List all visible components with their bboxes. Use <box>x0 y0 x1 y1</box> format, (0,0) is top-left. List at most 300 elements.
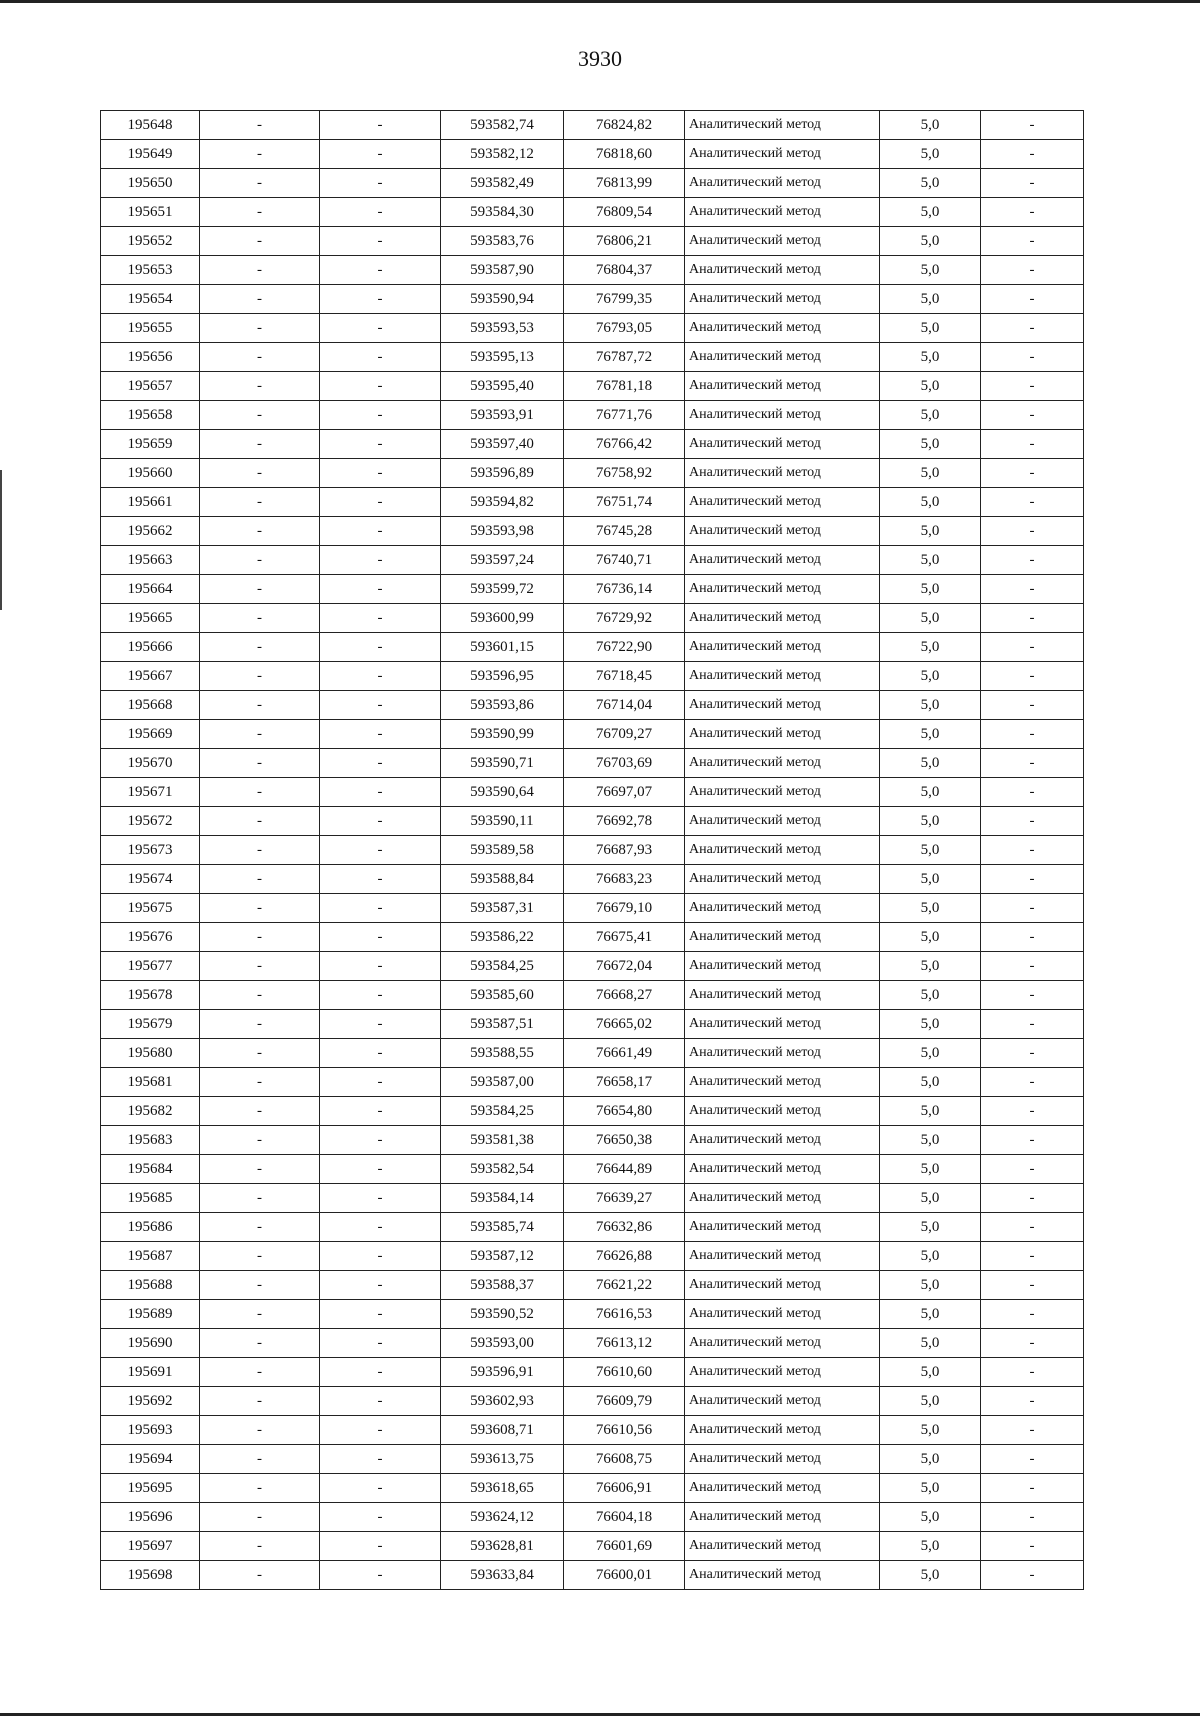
precision-cell: 5,0 <box>880 1184 981 1213</box>
dash-cell: - <box>981 227 1084 256</box>
x-coordinate-cell: 593588,55 <box>441 1039 564 1068</box>
method-cell: Аналитический метод <box>685 1010 880 1039</box>
y-coordinate-cell: 76639,27 <box>564 1184 685 1213</box>
y-coordinate-cell: 76813,99 <box>564 169 685 198</box>
y-coordinate-cell: 76781,18 <box>564 372 685 401</box>
dash-cell: - <box>200 1271 320 1300</box>
table-row <box>101 604 1084 633</box>
dash-cell: - <box>320 865 441 894</box>
precision-cell: 5,0 <box>880 1300 981 1329</box>
method-cell: Аналитический метод <box>685 343 880 372</box>
dash-cell: - <box>320 778 441 807</box>
table-row <box>101 1010 1084 1039</box>
point-id-cell: 195655 <box>101 314 200 343</box>
x-coordinate-cell: 593584,25 <box>441 1097 564 1126</box>
dash-cell: - <box>200 807 320 836</box>
precision-cell: 5,0 <box>880 169 981 198</box>
point-id-cell: 195698 <box>101 1561 200 1590</box>
table-row <box>101 662 1084 691</box>
y-coordinate-cell: 76787,72 <box>564 343 685 372</box>
table-row <box>101 1271 1084 1300</box>
y-coordinate-cell: 76665,02 <box>564 1010 685 1039</box>
dash-cell: - <box>981 1126 1084 1155</box>
y-coordinate-cell: 76714,04 <box>564 691 685 720</box>
y-coordinate-cell: 76809,54 <box>564 198 685 227</box>
precision-cell: 5,0 <box>880 198 981 227</box>
x-coordinate-cell: 593608,71 <box>441 1416 564 1445</box>
precision-cell: 5,0 <box>880 691 981 720</box>
y-coordinate-cell: 76621,22 <box>564 1271 685 1300</box>
precision-cell: 5,0 <box>880 401 981 430</box>
method-cell: Аналитический метод <box>685 952 880 981</box>
dash-cell: - <box>320 1271 441 1300</box>
method-cell: Аналитический метод <box>685 517 880 546</box>
table-row <box>101 1532 1084 1561</box>
method-cell: Аналитический метод <box>685 459 880 488</box>
table-row <box>101 894 1084 923</box>
x-coordinate-cell: 593590,64 <box>441 778 564 807</box>
dash-cell: - <box>320 1126 441 1155</box>
dash-cell: - <box>981 807 1084 836</box>
y-coordinate-cell: 76729,92 <box>564 604 685 633</box>
method-cell: Аналитический метод <box>685 1039 880 1068</box>
point-id-cell: 195650 <box>101 169 200 198</box>
method-cell: Аналитический метод <box>685 1242 880 1271</box>
method-cell: Аналитический метод <box>685 198 880 227</box>
table-row <box>101 1068 1084 1097</box>
dash-cell: - <box>981 198 1084 227</box>
table-row <box>101 488 1084 517</box>
method-cell: Аналитический метод <box>685 227 880 256</box>
table-row <box>101 691 1084 720</box>
dash-cell: - <box>981 865 1084 894</box>
table-row <box>101 836 1084 865</box>
dash-cell: - <box>200 952 320 981</box>
table-row <box>101 1155 1084 1184</box>
precision-cell: 5,0 <box>880 256 981 285</box>
precision-cell: 5,0 <box>880 314 981 343</box>
table-row <box>101 1213 1084 1242</box>
method-cell: Аналитический метод <box>685 430 880 459</box>
dash-cell: - <box>320 1039 441 1068</box>
method-cell: Аналитический метод <box>685 749 880 778</box>
dash-cell: - <box>320 198 441 227</box>
x-coordinate-cell: 593613,75 <box>441 1445 564 1474</box>
dash-cell: - <box>981 1474 1084 1503</box>
precision-cell: 5,0 <box>880 923 981 952</box>
dash-cell: - <box>200 343 320 372</box>
dash-cell: - <box>320 546 441 575</box>
dash-cell: - <box>200 372 320 401</box>
point-id-cell: 195656 <box>101 343 200 372</box>
dash-cell: - <box>981 1271 1084 1300</box>
precision-cell: 5,0 <box>880 1097 981 1126</box>
method-cell: Аналитический метод <box>685 1300 880 1329</box>
precision-cell: 5,0 <box>880 111 981 140</box>
table-row <box>101 807 1084 836</box>
table-row <box>101 111 1084 140</box>
table-row <box>101 285 1084 314</box>
dash-cell: - <box>981 923 1084 952</box>
precision-cell: 5,0 <box>880 807 981 836</box>
dash-cell: - <box>981 836 1084 865</box>
table-row <box>101 1126 1084 1155</box>
dash-cell: - <box>200 865 320 894</box>
point-id-cell: 195654 <box>101 285 200 314</box>
point-id-cell: 195684 <box>101 1155 200 1184</box>
dash-cell: - <box>320 720 441 749</box>
table-row <box>101 1184 1084 1213</box>
x-coordinate-cell: 593599,72 <box>441 575 564 604</box>
precision-cell: 5,0 <box>880 778 981 807</box>
precision-cell: 5,0 <box>880 1213 981 1242</box>
dash-cell: - <box>981 1242 1084 1271</box>
dash-cell: - <box>981 894 1084 923</box>
table-row <box>101 952 1084 981</box>
x-coordinate-cell: 593585,60 <box>441 981 564 1010</box>
dash-cell: - <box>200 1532 320 1561</box>
dash-cell: - <box>320 633 441 662</box>
dash-cell: - <box>320 1503 441 1532</box>
dash-cell: - <box>981 633 1084 662</box>
point-id-cell: 195664 <box>101 575 200 604</box>
table-row <box>101 169 1084 198</box>
y-coordinate-cell: 76751,74 <box>564 488 685 517</box>
x-coordinate-cell: 593586,22 <box>441 923 564 952</box>
table-row <box>101 517 1084 546</box>
dash-cell: - <box>320 981 441 1010</box>
dash-cell: - <box>320 372 441 401</box>
point-id-cell: 195674 <box>101 865 200 894</box>
y-coordinate-cell: 76610,56 <box>564 1416 685 1445</box>
dash-cell: - <box>320 1300 441 1329</box>
point-id-cell: 195671 <box>101 778 200 807</box>
table-row <box>101 1416 1084 1445</box>
dash-cell: - <box>981 1155 1084 1184</box>
dash-cell: - <box>320 1416 441 1445</box>
precision-cell: 5,0 <box>880 575 981 604</box>
x-coordinate-cell: 593597,24 <box>441 546 564 575</box>
dash-cell: - <box>200 169 320 198</box>
precision-cell: 5,0 <box>880 662 981 691</box>
y-coordinate-cell: 76806,21 <box>564 227 685 256</box>
dash-cell: - <box>320 314 441 343</box>
table-row <box>101 1561 1084 1590</box>
dash-cell: - <box>200 256 320 285</box>
dash-cell: - <box>981 314 1084 343</box>
x-coordinate-cell: 593600,99 <box>441 604 564 633</box>
dash-cell: - <box>320 952 441 981</box>
table-row <box>101 575 1084 604</box>
dash-cell: - <box>200 691 320 720</box>
dash-cell: - <box>981 1213 1084 1242</box>
dash-cell: - <box>200 1184 320 1213</box>
precision-cell: 5,0 <box>880 981 981 1010</box>
dash-cell: - <box>320 691 441 720</box>
dash-cell: - <box>320 1561 441 1590</box>
y-coordinate-cell: 76658,17 <box>564 1068 685 1097</box>
method-cell: Аналитический метод <box>685 923 880 952</box>
y-coordinate-cell: 76661,49 <box>564 1039 685 1068</box>
table-row <box>101 372 1084 401</box>
y-coordinate-cell: 76722,90 <box>564 633 685 662</box>
method-cell: Аналитический метод <box>685 1358 880 1387</box>
dash-cell: - <box>200 1474 320 1503</box>
dash-cell: - <box>320 749 441 778</box>
dash-cell: - <box>200 546 320 575</box>
y-coordinate-cell: 76758,92 <box>564 459 685 488</box>
x-coordinate-cell: 593584,14 <box>441 1184 564 1213</box>
method-cell: Аналитический метод <box>685 140 880 169</box>
dash-cell: - <box>981 1039 1084 1068</box>
dash-cell: - <box>320 1213 441 1242</box>
dash-cell: - <box>981 720 1084 749</box>
method-cell: Аналитический метод <box>685 807 880 836</box>
y-coordinate-cell: 76672,04 <box>564 952 685 981</box>
point-id-cell: 195685 <box>101 1184 200 1213</box>
dash-cell: - <box>200 1416 320 1445</box>
dash-cell: - <box>200 749 320 778</box>
table-row <box>101 720 1084 749</box>
dash-cell: - <box>981 343 1084 372</box>
x-coordinate-cell: 593596,95 <box>441 662 564 691</box>
x-coordinate-cell: 593582,54 <box>441 1155 564 1184</box>
point-id-cell: 195672 <box>101 807 200 836</box>
point-id-cell: 195681 <box>101 1068 200 1097</box>
dash-cell: - <box>320 807 441 836</box>
x-coordinate-cell: 593583,76 <box>441 227 564 256</box>
x-coordinate-cell: 593590,11 <box>441 807 564 836</box>
table-row <box>101 343 1084 372</box>
y-coordinate-cell: 76632,86 <box>564 1213 685 1242</box>
dash-cell: - <box>200 633 320 662</box>
method-cell: Аналитический метод <box>685 1387 880 1416</box>
y-coordinate-cell: 76718,45 <box>564 662 685 691</box>
y-coordinate-cell: 76793,05 <box>564 314 685 343</box>
dash-cell: - <box>320 111 441 140</box>
dash-cell: - <box>320 1097 441 1126</box>
dash-cell: - <box>200 314 320 343</box>
x-coordinate-cell: 593581,38 <box>441 1126 564 1155</box>
method-cell: Аналитический метод <box>685 778 880 807</box>
x-coordinate-cell: 593582,74 <box>441 111 564 140</box>
dash-cell: - <box>981 604 1084 633</box>
dash-cell: - <box>981 459 1084 488</box>
table-row <box>101 1300 1084 1329</box>
x-coordinate-cell: 593596,89 <box>441 459 564 488</box>
precision-cell: 5,0 <box>880 372 981 401</box>
dash-cell: - <box>320 343 441 372</box>
dash-cell: - <box>320 285 441 314</box>
x-coordinate-cell: 593584,30 <box>441 198 564 227</box>
dash-cell: - <box>200 488 320 517</box>
point-id-cell: 195668 <box>101 691 200 720</box>
x-coordinate-cell: 593590,99 <box>441 720 564 749</box>
dash-cell: - <box>981 111 1084 140</box>
dash-cell: - <box>320 923 441 952</box>
point-id-cell: 195666 <box>101 633 200 662</box>
y-coordinate-cell: 76740,71 <box>564 546 685 575</box>
dash-cell: - <box>200 981 320 1010</box>
precision-cell: 5,0 <box>880 227 981 256</box>
x-coordinate-cell: 593597,40 <box>441 430 564 459</box>
table-row <box>101 401 1084 430</box>
dash-cell: - <box>200 1039 320 1068</box>
point-id-cell: 195686 <box>101 1213 200 1242</box>
precision-cell: 5,0 <box>880 1358 981 1387</box>
table-row <box>101 1503 1084 1532</box>
dash-cell: - <box>981 285 1084 314</box>
dash-cell: - <box>981 140 1084 169</box>
dash-cell: - <box>200 1010 320 1039</box>
x-coordinate-cell: 593590,94 <box>441 285 564 314</box>
point-id-cell: 195690 <box>101 1329 200 1358</box>
precision-cell: 5,0 <box>880 1561 981 1590</box>
dash-cell: - <box>200 575 320 604</box>
dash-cell: - <box>320 604 441 633</box>
dash-cell: - <box>200 1387 320 1416</box>
method-cell: Аналитический метод <box>685 1561 880 1590</box>
precision-cell: 5,0 <box>880 1242 981 1271</box>
dash-cell: - <box>200 517 320 546</box>
dash-cell: - <box>200 1329 320 1358</box>
dash-cell: - <box>200 1242 320 1271</box>
precision-cell: 5,0 <box>880 1329 981 1358</box>
method-cell: Аналитический метод <box>685 1155 880 1184</box>
y-coordinate-cell: 76616,53 <box>564 1300 685 1329</box>
point-id-cell: 195679 <box>101 1010 200 1039</box>
point-id-cell: 195677 <box>101 952 200 981</box>
method-cell: Аналитический метод <box>685 1184 880 1213</box>
dash-cell: - <box>320 836 441 865</box>
table-row <box>101 1358 1084 1387</box>
x-coordinate-cell: 593595,40 <box>441 372 564 401</box>
dash-cell: - <box>981 546 1084 575</box>
method-cell: Аналитический метод <box>685 894 880 923</box>
dash-cell: - <box>981 1068 1084 1097</box>
point-id-cell: 195675 <box>101 894 200 923</box>
dash-cell: - <box>981 575 1084 604</box>
dash-cell: - <box>981 256 1084 285</box>
x-coordinate-cell: 593587,00 <box>441 1068 564 1097</box>
y-coordinate-cell: 76687,93 <box>564 836 685 865</box>
point-id-cell: 195667 <box>101 662 200 691</box>
dash-cell: - <box>320 227 441 256</box>
precision-cell: 5,0 <box>880 720 981 749</box>
dash-cell: - <box>320 1155 441 1184</box>
dash-cell: - <box>320 1010 441 1039</box>
dash-cell: - <box>981 952 1084 981</box>
x-coordinate-cell: 593593,53 <box>441 314 564 343</box>
dash-cell: - <box>320 459 441 488</box>
dash-cell: - <box>200 1445 320 1474</box>
dash-cell: - <box>981 1503 1084 1532</box>
dash-cell: - <box>981 1184 1084 1213</box>
dash-cell: - <box>320 1387 441 1416</box>
dash-cell: - <box>320 1068 441 1097</box>
x-coordinate-cell: 593588,84 <box>441 865 564 894</box>
y-coordinate-cell: 76626,88 <box>564 1242 685 1271</box>
method-cell: Аналитический метод <box>685 314 880 343</box>
table-row <box>101 1474 1084 1503</box>
x-coordinate-cell: 593582,49 <box>441 169 564 198</box>
dash-cell: - <box>200 778 320 807</box>
dash-cell: - <box>320 140 441 169</box>
method-cell: Аналитический метод <box>685 604 880 633</box>
dash-cell: - <box>981 662 1084 691</box>
table-row <box>101 778 1084 807</box>
x-coordinate-cell: 593593,98 <box>441 517 564 546</box>
table-row <box>101 314 1084 343</box>
dash-cell: - <box>981 169 1084 198</box>
dash-cell: - <box>200 1561 320 1590</box>
x-coordinate-cell: 593596,91 <box>441 1358 564 1387</box>
point-id-cell: 195678 <box>101 981 200 1010</box>
y-coordinate-cell: 76824,82 <box>564 111 685 140</box>
dash-cell: - <box>200 604 320 633</box>
point-id-cell: 195662 <box>101 517 200 546</box>
method-cell: Аналитический метод <box>685 1068 880 1097</box>
table-row <box>101 1242 1084 1271</box>
method-cell: Аналитический метод <box>685 1271 880 1300</box>
y-coordinate-cell: 76679,10 <box>564 894 685 923</box>
precision-cell: 5,0 <box>880 894 981 923</box>
table-row <box>101 1039 1084 1068</box>
dash-cell: - <box>981 1445 1084 1474</box>
dash-cell: - <box>320 894 441 923</box>
point-id-cell: 195657 <box>101 372 200 401</box>
dash-cell: - <box>200 198 320 227</box>
dash-cell: - <box>200 1358 320 1387</box>
x-coordinate-cell: 593588,37 <box>441 1271 564 1300</box>
dash-cell: - <box>981 981 1084 1010</box>
point-id-cell: 195669 <box>101 720 200 749</box>
dash-cell: - <box>981 372 1084 401</box>
dash-cell: - <box>320 1474 441 1503</box>
y-coordinate-cell: 76609,79 <box>564 1387 685 1416</box>
precision-cell: 5,0 <box>880 517 981 546</box>
point-id-cell: 195696 <box>101 1503 200 1532</box>
dash-cell: - <box>200 285 320 314</box>
y-coordinate-cell: 76600,01 <box>564 1561 685 1590</box>
point-id-cell: 195689 <box>101 1300 200 1329</box>
method-cell: Аналитический метод <box>685 1213 880 1242</box>
dash-cell: - <box>200 1300 320 1329</box>
precision-cell: 5,0 <box>880 604 981 633</box>
table-row <box>101 227 1084 256</box>
method-cell: Аналитический метод <box>685 1329 880 1358</box>
dash-cell: - <box>320 401 441 430</box>
table-row <box>101 198 1084 227</box>
dash-cell: - <box>981 1097 1084 1126</box>
method-cell: Аналитический метод <box>685 1126 880 1155</box>
x-coordinate-cell: 593582,12 <box>441 140 564 169</box>
scan-top-border <box>0 0 1200 3</box>
table-row <box>101 1387 1084 1416</box>
y-coordinate-cell: 76745,28 <box>564 517 685 546</box>
y-coordinate-cell: 76606,91 <box>564 1474 685 1503</box>
dash-cell: - <box>320 1242 441 1271</box>
point-id-cell: 195680 <box>101 1039 200 1068</box>
method-cell: Аналитический метод <box>685 169 880 198</box>
x-coordinate-cell: 593593,86 <box>441 691 564 720</box>
point-id-cell: 195692 <box>101 1387 200 1416</box>
y-coordinate-cell: 76736,14 <box>564 575 685 604</box>
point-id-cell: 195693 <box>101 1416 200 1445</box>
precision-cell: 5,0 <box>880 488 981 517</box>
dash-cell: - <box>320 575 441 604</box>
x-coordinate-cell: 593589,58 <box>441 836 564 865</box>
